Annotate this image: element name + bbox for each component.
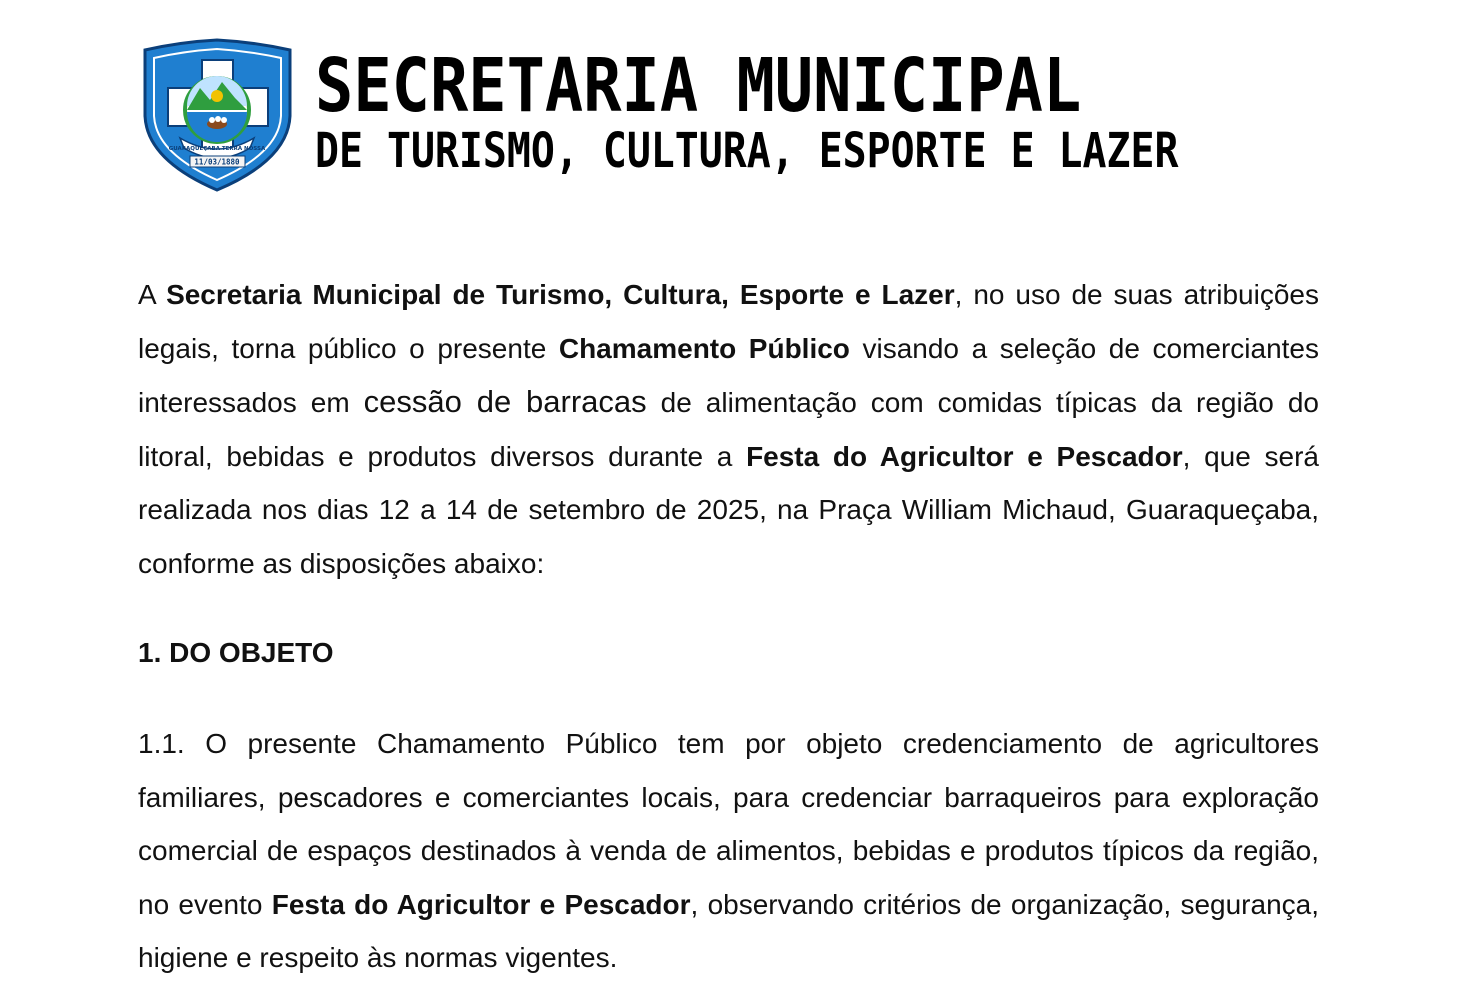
intro-text: , no uso de suas atribuições legais, torna público o presente [138,279,1319,364]
header-title-line2: DE TURISMO, CULTURA, ESPORTE E LAZER [315,123,1179,179]
letterhead [140,38,1260,198]
intro-text: de alimentação com comidas típicas da região do litoral, bebidas e produtos diversos durante a [138,387,1319,472]
intro-text: A [138,279,167,310]
intro-bold-chamamento: Chamamento Público [558,332,850,364]
municipal-crest-icon [140,38,295,193]
intro-text: , que será realizada nos dias 12 a 14 de setembro de 2025, na Praça William Michaud, Guaraqueçaba, conforme as disposições abaixo: [138,440,1320,579]
crest-date: 11/03/1880 [194,157,240,167]
intro-bold-festa: Festa do Agricultor e Pescador [746,440,1183,472]
section1-text: , observando critérios de organização, segurança, higiene e respeito às normas vigentes. [138,888,1319,973]
intro-paragraph [138,268,1319,590]
section1-text: 1.1. O presente Chamamento Público tem por objeto credenciamento de agricultores familiares, pescadores e comerciantes locais, para credenciar barraqueiros para exploração comercial de espaços destinados à venda de alimentos, bebidas e produtos típicos da região, no evento [138,728,1319,920]
crest-motto: GUARAQUEÇABA TERRA NOSSA [168,146,266,152]
document-body [138,268,1319,985]
section1-paragraph [138,717,1319,985]
intro-text: visando a seleção de comerciantes interessados em [138,332,1319,418]
section-heading-objeto: 1. DO OBJETO [138,637,334,668]
intro-cessao-text: cessão de barracas [363,384,647,419]
section1-bold-festa: Festa do Agricultor e Pescador [271,888,691,920]
header-title-line1: SECRETARIA MUNICIPAL [315,43,1082,129]
intro-bold-secretaria: Secretaria Municipal de Turismo, Cultura, Esporte e Lazer [166,279,955,310]
